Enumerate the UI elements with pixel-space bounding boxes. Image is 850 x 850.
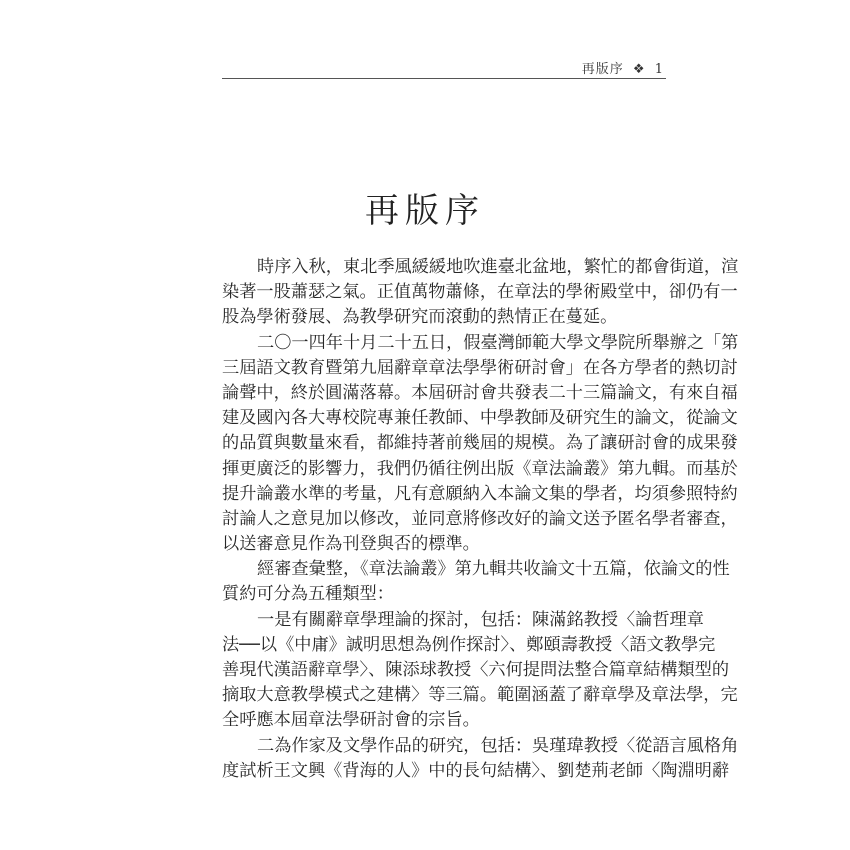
page-number: 1 (654, 62, 664, 77)
running-header-title: 再版序 (581, 62, 624, 77)
text-line: 股為學術發展、為教學研究而滾動的熱情正在蔓延。 (222, 307, 618, 328)
text-line: 時序入秋，東北季風緩緩地吹進臺北盆地，繁忙的都會街道，渲 (257, 257, 739, 277)
page-title: 再版序 (365, 190, 485, 231)
text-line: 討論人之意見加以修改，並同意將修改好的論文送予匿名學者審查， (222, 508, 738, 529)
text-line: 一是有關辭章學理論的探討，包括：陳滿銘教授〈論哲理章 (257, 609, 704, 630)
text-line: 摘取大意教學模式之建構〉等三篇。範圍涵蓋了辭章學及章法學，完 (222, 685, 738, 706)
text-line: 以送審意見作為刊登與否的標準。 (222, 534, 480, 555)
ornament-icon: ❖ (632, 62, 646, 77)
running-header-text (578, 58, 664, 77)
text-line: 論聲中，終於圓滿落幕。本屆研討會共發表二十三篇論文，有來自福 (222, 382, 738, 403)
text-line: 二為作家及文學作品的研究，包括：吳瑾瑋教授〈從語言風格角 (257, 735, 739, 756)
text-line: 全呼應本屆章法學研討會的宗旨。 (222, 710, 480, 731)
text-line: 的品質與數量來看，都維持著前幾屆的規模。為了讓研討會的成果發 (222, 433, 738, 454)
text-line: 善現代漢語辭章學〉、陳添球教授〈六何提問法整合篇章結構類型的 (222, 660, 730, 680)
text-line: 法──以《中庸》誠明思想為例作探討〉、鄭頤壽教授〈語文教學完 (222, 634, 716, 655)
text-line: 三屆語文教育暨第九屆辭章章法學學術研討會」在各方學者的熱切討 (222, 357, 738, 378)
text-line: 染著一股蕭瑟之氣。正值萬物蕭條，在章法的學術殿堂中，卻仍有一 (222, 282, 738, 303)
text-line: 揮更廣泛的影響力，我們仍循往例出版《章法論叢》第九輯。而基於 (222, 458, 738, 479)
text-line: 度試析王文興《背海的人》中的長句結構〉、劉楚荊老師〈陶淵明辭 (222, 760, 730, 781)
text-line: 質約可分為五種類型： (222, 584, 394, 605)
body-text (222, 255, 739, 784)
text-line: 建及國內各大專校院專兼任教師、中學教師及研究生的論文，從論文 (222, 408, 738, 429)
text-line: 提升論叢水準的考量，凡有意願納入本論文集的學者，均須參照特約 (222, 483, 738, 504)
running-header (222, 58, 666, 79)
text-line: 經審查彙整，《章法論叢》第九輯共收論文十五篇，依論文的性 (257, 559, 730, 580)
text-line: 二〇一四年十月二十五日，假臺灣師範大學文學院所舉辦之「第 (257, 332, 739, 353)
